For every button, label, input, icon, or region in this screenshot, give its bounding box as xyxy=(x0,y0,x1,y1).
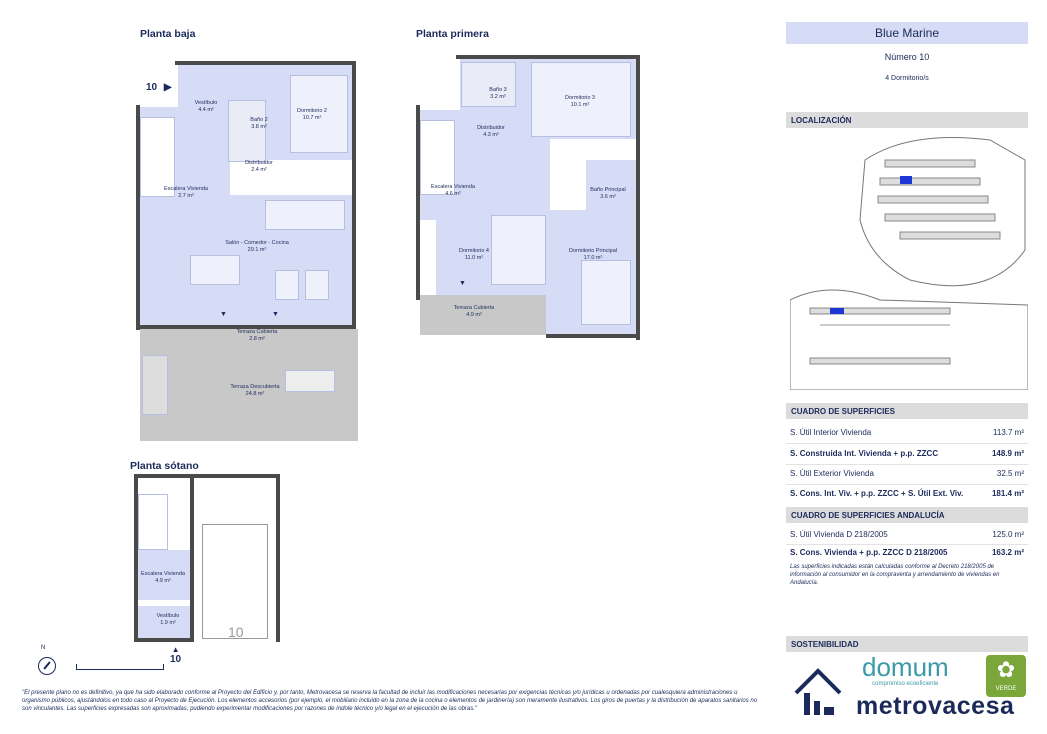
compass-label: N xyxy=(41,645,46,651)
room-label: Dormitorio 2 10.7 m² xyxy=(297,108,327,121)
room-label: Distribuidor 4.3 m² xyxy=(477,125,505,138)
unit-number: 10 xyxy=(170,654,182,665)
scale-bar xyxy=(76,664,164,670)
unit-number: 10 xyxy=(146,82,158,93)
domum-logo: domum compromiso ecoeficiente xyxy=(862,652,949,687)
triangle-up-icon: ▲ xyxy=(171,645,180,654)
surface-row: S. Construida Int. Vivienda + p.p. ZZCC 148.9 m² xyxy=(790,449,1024,458)
room-label: Escalera Vivienda 2.7 m² xyxy=(164,186,208,199)
room-label: Dormitorio Principal 17.0 m² xyxy=(569,248,617,261)
arrow-down-icon: ▼ xyxy=(459,280,466,287)
section-localizacion: LOCALIZACIÓN xyxy=(786,112,1028,128)
header-title-box xyxy=(786,22,1028,44)
surface-row: S. Cons. Vivienda + p.p. ZZCC D 218/2005 163.2 m² xyxy=(790,548,1024,557)
andalucia-note: Las superficies indicadas están calculadas conforme al Decreto 218/2005 de información al consumidor en la compraventa y arrendamiento de viviendas en Andalucía. xyxy=(790,564,1000,586)
location-map xyxy=(790,130,1028,390)
room-label: Terraza Cubierta 2.8 m² xyxy=(236,329,278,342)
section-superficies-andalucia: CUADRO DE SUPERFICIES ANDALUCÍA xyxy=(786,507,1028,523)
brand-logo: metrovacesa xyxy=(856,692,1015,720)
room-label: Escalera Vivienda 4.6 m² xyxy=(431,184,475,197)
section-superficies: CUADRO DE SUPERFICIES xyxy=(786,403,1028,419)
room-label: Dormitorio 4 11.0 m² xyxy=(459,248,489,261)
room-label: Vestíbulo 4.4 m² xyxy=(194,100,218,113)
house-logo-icon xyxy=(794,665,844,717)
surface-row: S. Útil Interior Vivienda 113.7 m² xyxy=(790,428,1024,437)
surface-row: S. Cons. Int. Viv. + p.p. ZZCC + S. Útil Ext. Viv. 181.4 m² xyxy=(790,489,1024,498)
parking-number: 10 xyxy=(228,624,244,640)
verde-logo: ✿ VERDE xyxy=(986,655,1026,697)
room-label: Escalera Vivienda 4.9 m² xyxy=(141,571,185,584)
arrow-down-icon: ▼ xyxy=(220,311,227,318)
room-label: Vestíbulo 1.9 m² xyxy=(156,613,180,626)
surface-row: S. Útil Exterior Vivienda 32.5 m² xyxy=(790,469,1024,478)
room-label: Baño Principal 3.6 m² xyxy=(590,187,626,200)
disclaimer-text: "El presente plano no es definitivo, ya que ha sido elaborado conforme al Proyecto del Edificio y, por tanto, Metrovacesa se reserva la facultad de incluir las modificaciones necesarias por exigencias técnicas y/o jurídicas u ordenadas por cualesquiera administraciones u organismo públicos, ajustándolos en todo caso al Proyecto de Ejecución. Los elementos accesorios (por ejemplo, el mobiliario incluido en la zona de la cocina o elementos de jardinería) son meramente ilustrativos. Los giros de puertas y la distribución de aparatos sanitarios no son vinculantes. Las superficies expresadas son aproximadas, pudiendo experimentar modificaciones por razones de índole técnico y/o legal en el ejecución de las obras." xyxy=(22,690,758,712)
room-label: Baño 3 3.2 m² xyxy=(489,87,507,100)
leaf-icon: ✿ xyxy=(996,657,1016,682)
section-sostenibilidad: SOSTENIBILIDAD xyxy=(786,636,1028,652)
room-label: Terraza Descubierta 24.8 m² xyxy=(230,384,280,397)
unit-number-label: Número 10 xyxy=(884,52,930,62)
room-label: Distribuidor 2.4 m² xyxy=(245,160,273,173)
room-label: Baño 2 3.8 m² xyxy=(250,117,268,130)
plan-title-primera: Planta primera xyxy=(416,28,489,40)
project-title: Blue Marine xyxy=(874,26,940,40)
plan-title-sotano: Planta sótano xyxy=(130,460,199,472)
compass-icon xyxy=(38,645,68,681)
surface-row: S. Útil Vivienda D 218/2005 125.0 m² xyxy=(790,530,1024,539)
triangle-right-icon: ▶ xyxy=(163,82,172,93)
room-label: Dormitorio 3 10.1 m² xyxy=(565,95,595,108)
plan-title-baja: Planta baja xyxy=(140,28,196,40)
room-label: Salón - Comedor - Cocina 29.1 m² xyxy=(225,240,289,253)
room-label: Terraza Cubierta 4.9 m² xyxy=(453,305,495,318)
bedrooms-label: 4 Dormitorio/s xyxy=(885,75,929,82)
unit-marker-sotano xyxy=(170,645,181,665)
arrow-down-icon: ▼ xyxy=(272,311,279,318)
